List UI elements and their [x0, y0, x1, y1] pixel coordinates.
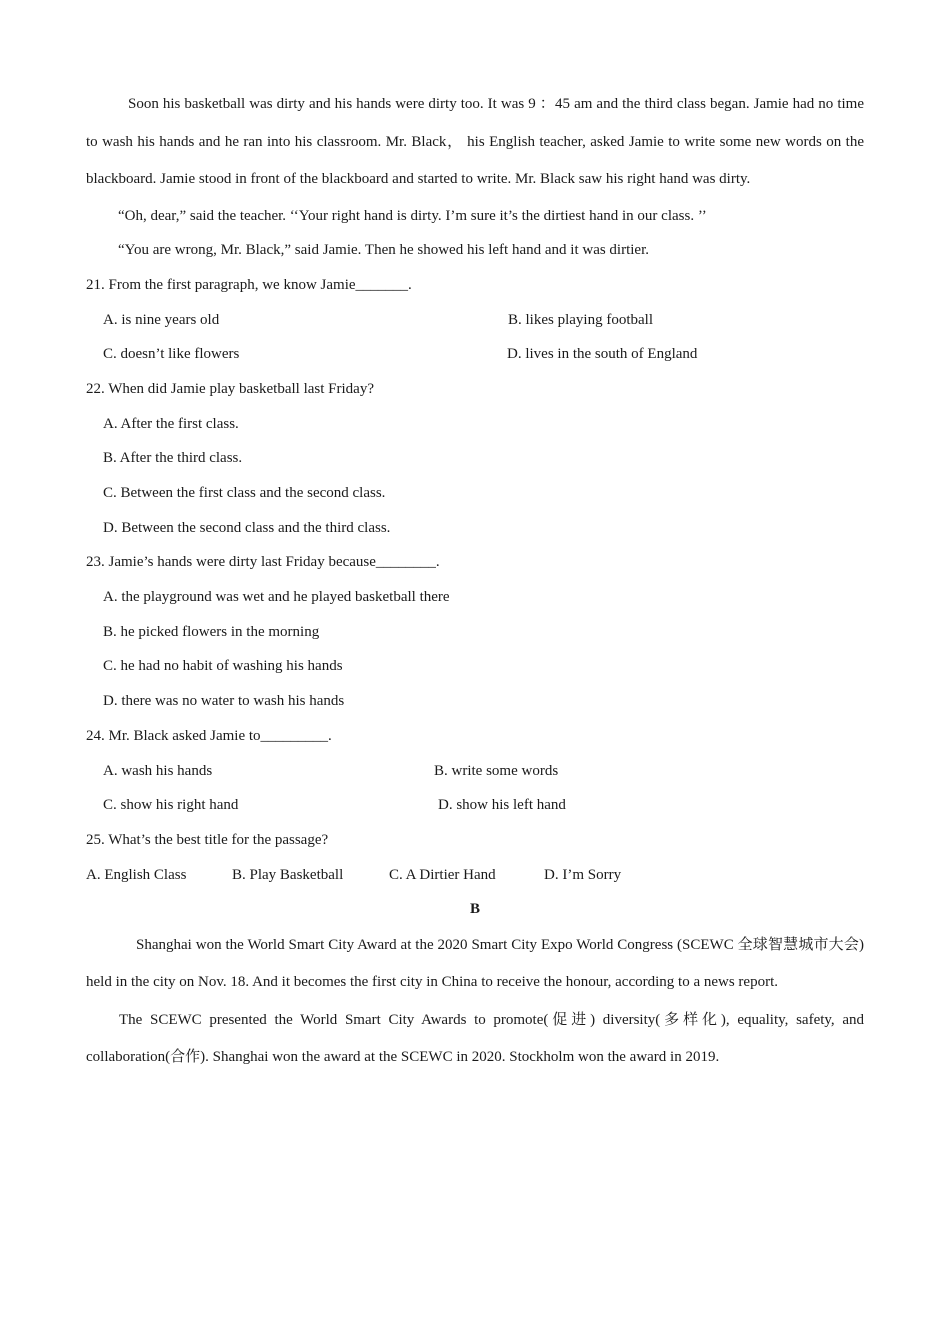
question-24-option-c: C. show his right hand	[103, 797, 239, 814]
question-24-option-b: B. write some words	[434, 762, 559, 779]
question-21-option-d: D. lives in the south of England	[507, 346, 698, 363]
question-23-option-a: A. the playground was wet and he played basketball there	[103, 589, 450, 606]
question-24-options-row-1	[86, 754, 864, 789]
question-25-option-d: D. I’m Sorry	[544, 866, 622, 883]
question-25-stem: 25. What’s the best title for the passage?	[86, 831, 329, 848]
question-23-option-b: B. he picked flowers in the morning	[103, 623, 320, 640]
question-23-option-d: D. there was no water to wash his hands	[103, 693, 345, 710]
passage-b-paragraph-2: The SCEWC presented the World Smart City Awards to promote(促进) diversity(多样化), equality, safety, and collaboration(合作). Shanghai won the award at the SCEWC in 2020. Stockholm won the award in 2019.	[86, 1011, 864, 1066]
question-24-options-row-2	[86, 788, 864, 823]
question-22-option-b: B. After the third class.	[103, 450, 243, 467]
question-21-options-row-2	[86, 337, 864, 372]
question-21-stem: 21. From the first paragraph, we know Jamie_______.	[86, 276, 412, 293]
question-22-option-c: C. Between the first class and the second class.	[103, 485, 386, 501]
question-23-option-c: C. he had no habit of washing his hands	[103, 658, 343, 675]
question-21-option-c: C. doesn’t like flowers	[103, 346, 240, 363]
passage-b-paragraph-1: Shanghai won the World Smart City Award at the 2020 Smart City Expo World Congress (SCEWC 全球智慧城市大会) held in the city on Nov. 18. And it becomes the first city in China to receive the honour, according to a news report.	[86, 936, 864, 991]
question-22-stem: 22. When did Jamie play basketball last Friday?	[86, 380, 374, 397]
question-21-options-row-1	[86, 303, 864, 338]
question-25-option-c: C. A Dirtier Hand	[389, 866, 496, 883]
question-25-option-a: A. English Class	[86, 866, 187, 883]
question-21-option-b: B. likes playing football	[508, 311, 653, 328]
question-24-option-a: A. wash his hands	[103, 762, 213, 779]
question-24-option-d: D. show his left hand	[438, 797, 566, 814]
question-23-stem: 23. Jamie’s hands were dirty last Friday because________.	[86, 554, 440, 571]
passage-a-paragraph-2: “Oh, dear,” said the teacher. ‘‘Your right hand is dirty. I’m sure it’s the dirtiest hand in our class. ’’	[118, 207, 707, 224]
question-22-option-d: D. Between the second class and the third class.	[103, 519, 391, 536]
question-24-stem: 24. Mr. Black asked Jamie to_________.	[86, 727, 332, 744]
question-21-option-a: A. is nine years old	[103, 311, 220, 328]
question-22-option-a: A. After the first class.	[103, 415, 239, 432]
document-page	[86, 86, 864, 1077]
passage-a-paragraph-1: Soon his basketball was dirty and his hands were dirty too. It was 9 ：45 am and the third class began. Jamie had no time to wash his hands and he ran into his classroom. Mr. Black， his English teacher, asked Jamie to write some new words on the blackboard. Jamie stood in front of the blackboard and started to write. Mr. Black saw his right hand was dirty.	[86, 96, 864, 187]
passage-b-heading: B	[469, 901, 480, 918]
question-25-options-row	[86, 858, 864, 893]
question-25-option-b: B. Play Basketball	[232, 866, 344, 883]
passage-a-paragraph-3: “You are wrong, Mr. Black,” said Jamie. Then he showed his left hand and it was dirtier.	[118, 242, 650, 259]
